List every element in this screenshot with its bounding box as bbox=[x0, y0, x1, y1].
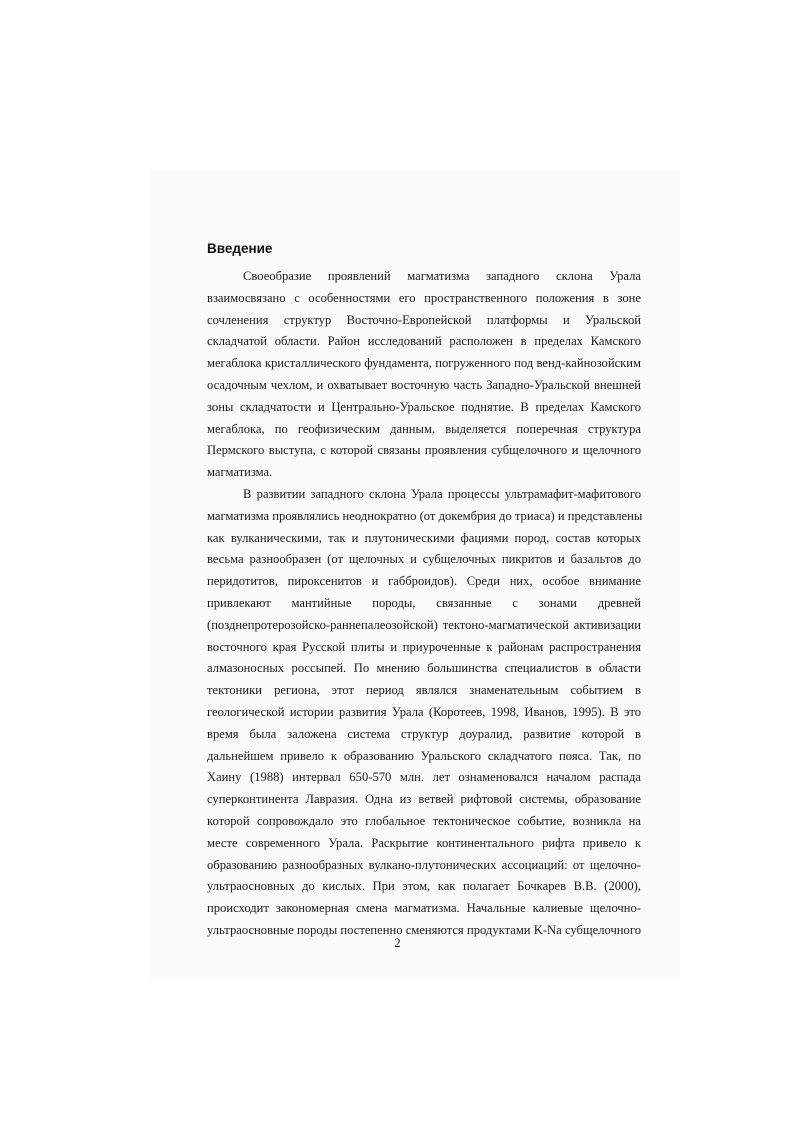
text-line: образованию разнообразных вулкано-плутонических ассоциаций: от щелочно- bbox=[207, 857, 641, 872]
text-line: которой сопровождало это глобальное тектоническое событие, возникла на bbox=[207, 813, 641, 828]
text-line: мегаблока кристаллического фундамента, погруженного под венд-кайнозойским bbox=[207, 356, 641, 371]
text-line: мегаблока, по геофизическим данным, выделяется поперечная структура bbox=[207, 421, 641, 436]
section-heading: Введение bbox=[207, 241, 273, 256]
text-line: магматизма. bbox=[207, 465, 273, 480]
text-line: ультраосновные породы постепенно сменяются продуктами K-Na субщелочного bbox=[207, 922, 641, 937]
text-line: осадочным чехлом, и охватывает восточную часть Западно-Уральской внешней bbox=[207, 377, 641, 392]
text-line: ультраосновных до кислых. При этом, как полагает Бочкарев В.В. (2000), bbox=[207, 879, 641, 894]
text-line: взаимосвязано с особенностями его пространственного положения в зоне bbox=[207, 290, 641, 305]
text-line: время была заложена система структур доуралид, развитие которой в bbox=[207, 726, 641, 741]
text-line: дальнейшем привело к образованию Уральского складчатого пояса. Так, по bbox=[207, 748, 641, 763]
text-line: Хаину (1988) интервал 650-570 млн. лет ознаменовался началом распада bbox=[207, 770, 641, 785]
text-line: магматизма проявлялись неоднократно (от докембрия до триаса) и представлены bbox=[207, 508, 643, 523]
document-body bbox=[207, 266, 641, 942]
text-line: В развитии западного склона Урала процессы ультрамафит-мафитового bbox=[243, 486, 641, 501]
paragraph bbox=[207, 484, 641, 942]
text-line: складчатой области. Район исследований расположен в пределах Камского bbox=[207, 334, 641, 349]
text-line: зоны складчатости и Центрально-Уральское поднятие. В пределах Камского bbox=[207, 399, 641, 414]
text-line: суперконтинента Лавразия. Одна из ветвей рифтовой системы, образование bbox=[207, 792, 641, 807]
text-line: перидотитов, пироксенитов и габброидов). Среди них, особое внимание bbox=[207, 574, 641, 589]
text-line: привлекают мантийные породы, связанные с зонами древней bbox=[207, 595, 641, 610]
text-line: (позднепротерозойско-раннепалеозойской) тектоно-магматической активизации bbox=[207, 617, 641, 632]
text-line: восточного края Русской плиты и приуроченные к районам распространения bbox=[207, 639, 641, 654]
text-line: сочленения структур Восточно-Европейской платформы и Уральской bbox=[207, 312, 641, 327]
text-line: весьма разнообразен (от щелочных и субщелочных пикритов и базальтов до bbox=[207, 552, 641, 567]
text-line: Своеобразие проявлений магматизма западного склона Урала bbox=[243, 269, 641, 283]
page-number: 2 bbox=[394, 936, 401, 950]
text-line: месте современного Урала. Раскрытие континентального рифта привело к bbox=[207, 835, 641, 850]
text-line: тектоники региона, этот период являлся знаменательным событием в bbox=[207, 683, 641, 698]
text-line: как вулканическими, так и плутоническими фациями пород, состав которых bbox=[207, 530, 641, 545]
text-line: геологической истории развития Урала (Коротеев, 1998, Иванов, 1995). В это bbox=[207, 704, 641, 719]
paragraph bbox=[207, 266, 641, 484]
text-line: Пермского выступа, с которой связаны проявления субщелочного и щелочного bbox=[207, 443, 641, 458]
text-line: происходит закономерная смена магматизма. Начальные калиевые щелочно- bbox=[207, 901, 641, 916]
text-line: алмазоносных россыпей. По мнению большинства специалистов в области bbox=[207, 661, 641, 676]
